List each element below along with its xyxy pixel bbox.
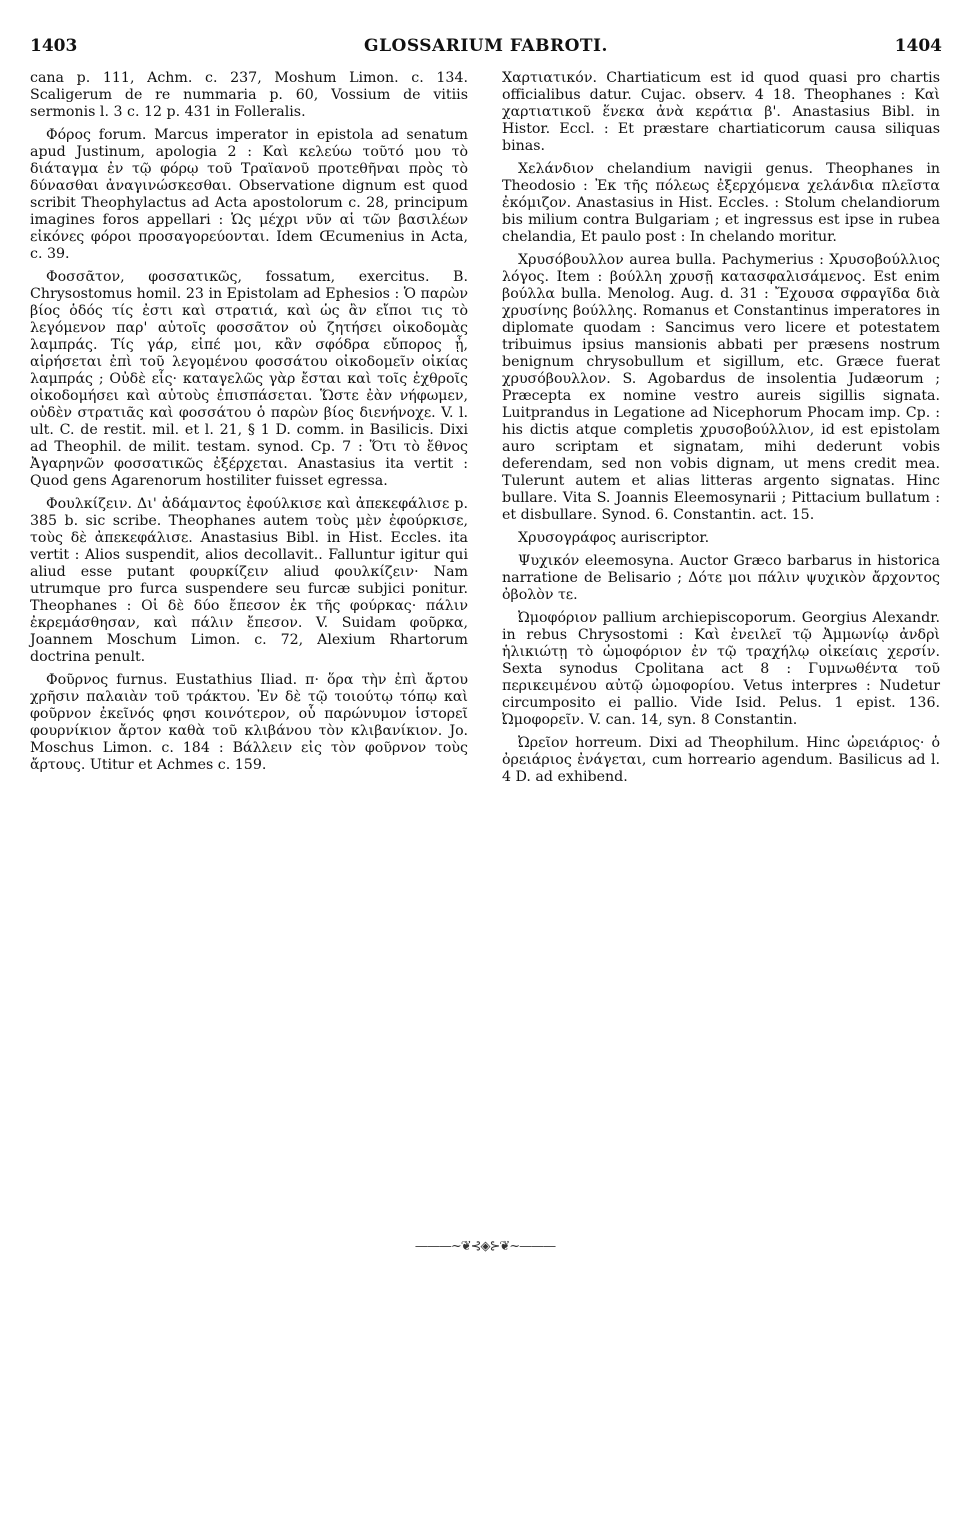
glossary-entry-phossaton: Φοσσᾶτον, φοσσατικῶς, fossatum, exercitus. B. Chrysostomus homil. 23 in Epistolam ad Ephesios : Ὁ παρὼν βίος ὁδός τίς ἐστι καὶ στρατιά, καὶ ὡς ἂν εἴποι τις τὸ λεγόμενον παρ' αὐτοῖς φοσσᾶτον οὐ ζητήσει οἰκοδομὰς λαμπράς. Τίς γάρ, εἰπέ μοι, κἂν σφόδρα εὔπορος ᾖ, αἱρήσεται ἐπὶ τοῦ λεγομένου φοσσάτου οἰκοδομεῖν οἰκίας λαμπράς ; Οὐδὲ εἷς· καταγελῶς γὰρ ἔσται καὶ τοῖς ἐχθροῖς οἰκοδομήσει καὶ αὐτοὺς ἐπισπάσεται. Ὥστε ἐὰν νήφωμεν, οὐδὲν στρατιᾶς καὶ φοσσάτου ὁ παρὼν βίος διενήνοχε. V. l. ult. C. de restit. mil. et l. 21, § 1 D. comm. in Basilicis. Dixi ad Theophil. de milit. testam. synod. Cp. 7 : Ὅτι τὸ ἔθνος Ἀγαρηνῶν φοσσατικῶς ἐξέρχεται. Anastasius ita vertit : Quod gens Agarenorum hostiliter fuisset egressa. [30, 269, 468, 489]
glossary-entry-phoulkizein: Φουλκίζειν. Δι' ἀδάμαντος ἐφούλκισε καὶ ἀπεκεφάλισε p. 385 b. sic scribe. Theophanes autem τοὺς μὲν ἐφούρκισε, τοὺς δὲ ἀπεκεφάλισε. Anastasius Bibl. in Hist. Eccles. ita vertit : Alios suspendit, alios decollavit.. Falluntur igitur qui aliud esse putant φουρκίζειν aliud φουλκίζειν· Nam utrumque pro furca suspendere seu furcæ subjici ponitur. Theophanes : Οἱ δὲ δύο ἔπεσον ἐκ τῆς φούρκας· πάλιν ἐκρεμάσθησαν, καὶ πάλιν ἔπεσον. V. Suidam φοῦρκα, Joannem Moschum Limon. c. 72, Alexium Rhartorum doctrina penult. [30, 496, 468, 665]
right-column [502, 70, 940, 792]
glossary-entry-chrysographos: Χρυσογράφος auriscriptor. [518, 530, 710, 546]
glossary-entry: cana p. 111, Achm. c. 237, Moshum Limon. c. 134. Scaligerum de re nummaria p. 60, Vossium de vitiis sermonis l. 3 c. 12 p. 431 in Folleralis. [30, 70, 468, 120]
page-header [30, 36, 942, 60]
page-number-right: 1404 [894, 36, 942, 56]
glossary-entry-chelandion: Χελάνδιον chelandium navigii genus. Theophanes in Theodosio : Ἐκ τῆς πόλεως ἐξερχόμενα χελάνδια πλεῖστα ἐκόμιζον. Anastasius in Hist. Eccles. : Stolum chelandiorum bis milium contra Bulgariam ; et ingressus est ipse in rubea chelandia, Et paulo post : In chelando moritur. [502, 161, 940, 245]
running-title: GLOSSARIUM FABROTI. [364, 36, 608, 56]
glossary-entry-psychikon: Ψυχικόν eleemosyna. Auctor Græco barbarus in historica narratione de Belisario ; Δότε μοι πάλιν ψυχικὸν ἄρχοντος ὀβολὸν τε. [502, 553, 940, 603]
left-column [30, 70, 468, 780]
glossary-entry-omophorion: Ὠμοφόριον pallium archiepiscoporum. Georgius Alexandr. in rebus Chrysostomi : Καὶ ἐνειλεῖ τῷ Ἀμμωνίῳ ἀνδρὶ ἡλικιώτῃ τὸ ὠμοφόριον ἐν τῷ τραχήλῳ οἰκείαις χερσίν. Sexta synodus Cpolitana act 8 : Γυμνωθέντα τοῦ περικειμένου αὐτῷ ὠμοφορίου. Vetus interpres : Nudetur circumposito ei pallio. Vide Isid. Pelus. 1 epist. 136. Ὠμοφορεῖν. V. can. 14, syn. 8 Constantin. [502, 610, 940, 728]
glossary-entry-phoros: Φόρος forum. Marcus imperator in epistola ad senatum apud Justinum, apologia 2 : Καὶ κελεύω τοῦτό μου τὸ διάταγμα ἐν τῷ φόρῳ τοῦ Τραϊανοῦ προτεθῆναι πρὸς τὸ δύνασθαι ἀναγινώσκεσθαι. Observatione dignum est quod scribit Theophylactus ad Acta apostolorum c. 28, principum imagines foros appellari : Ὡς μέχρι νῦν αἱ τῶν βασιλέων εἰκόνες φόροι προσαγορεύονται. Idem Œcumenius in Acta, c. 39. [30, 127, 468, 262]
glossary-entry-phournos: Φοῦρνος furnus. Eustathius Iliad. π· ὅρα τὴν ἐπὶ ἄρτου χρῆσιν παλαιὰν τοῦ τράκτου. Ἐν δὲ τῷ τοιούτῳ τόπῳ καὶ φοῦρνον ἐκεῖνός φησι κοινότερον, οὗ παρώνυμον ἱστορεῖ φουρνίκιον ἄρτον καθὰ τοῦ κλιβάνου τὸν κλιβανίκιον. Jo. Moschus Limon. c. 184 : Βάλλειν εἰς τὸν φοῦρνον τοὺς ἄρτους. Utitur et Achmes c. 159. [30, 672, 468, 773]
end-ornament: ———~❦⊰◈⊱❦~——— [414, 1239, 556, 1254]
glossary-entry-chrysoboullon: Χρυσόβουλλον aurea bulla. Pachymerius : Χρυσοβούλλιος λόγος. Item : βούλλη χρυσῇ κατασφαλισάμενος. Est enim βούλλα bulla. Menolog. Aug. d. 31 : Ἔχουσα σφραγῖδα διὰ χρυσίνης βούλλης. Romanus et Constantinus imperatores in diplomate quodam : Sancimus vero licere et potestatem tribuimus ipsius mansionis abbati per præsens nostrum benignum chrysobullum et sigillum, etc. Græce fuerat χρυσόβουλλον. S. Agobardus de insolentia Judæorum ; Præcepta ex nomine vestro aureis sigillis signata. Luitprandus in Legatione ad Nicephorum Phocam imp. Cp. : his dictis atque completis χρυσοβούλλιον, id est epistolam auro scriptam et signatam, mihi dederunt vobis deferendam, sed non vobis dignam, ut mens credit mea. Tulerunt autem et alias litteras argento signatas. Hinc bullare. Vita S. Joannis Eleemosynarii ; Pittacium bullatum : et disbullare. Synod. 6. Constantin. act. 15. [502, 252, 940, 523]
glossary-entry-oreion: Ὠρεῖον horreum. Dixi ad Theophilum. Hinc ὠρειάριος· ὁ ὀρειάριος ἐνάγεται, cum horreario agendum. Basilicus ad l. 4 D. ad exhibend. [502, 735, 940, 785]
glossary-entry-chartiatikon: Χαρτιατικόν. Chartiaticum est id quod quasi pro chartis officialibus datur. Cujac. observ. 4 18. Theophanes : Καὶ χαρτιατικοῦ ἕνεκα ἀνὰ κεράτια β'. Anastasius Bibl. in Histor. Eccl. : Et præstare chartiaticorum causa siliquas binas. [502, 70, 940, 154]
page-number-left: 1403 [30, 36, 78, 56]
